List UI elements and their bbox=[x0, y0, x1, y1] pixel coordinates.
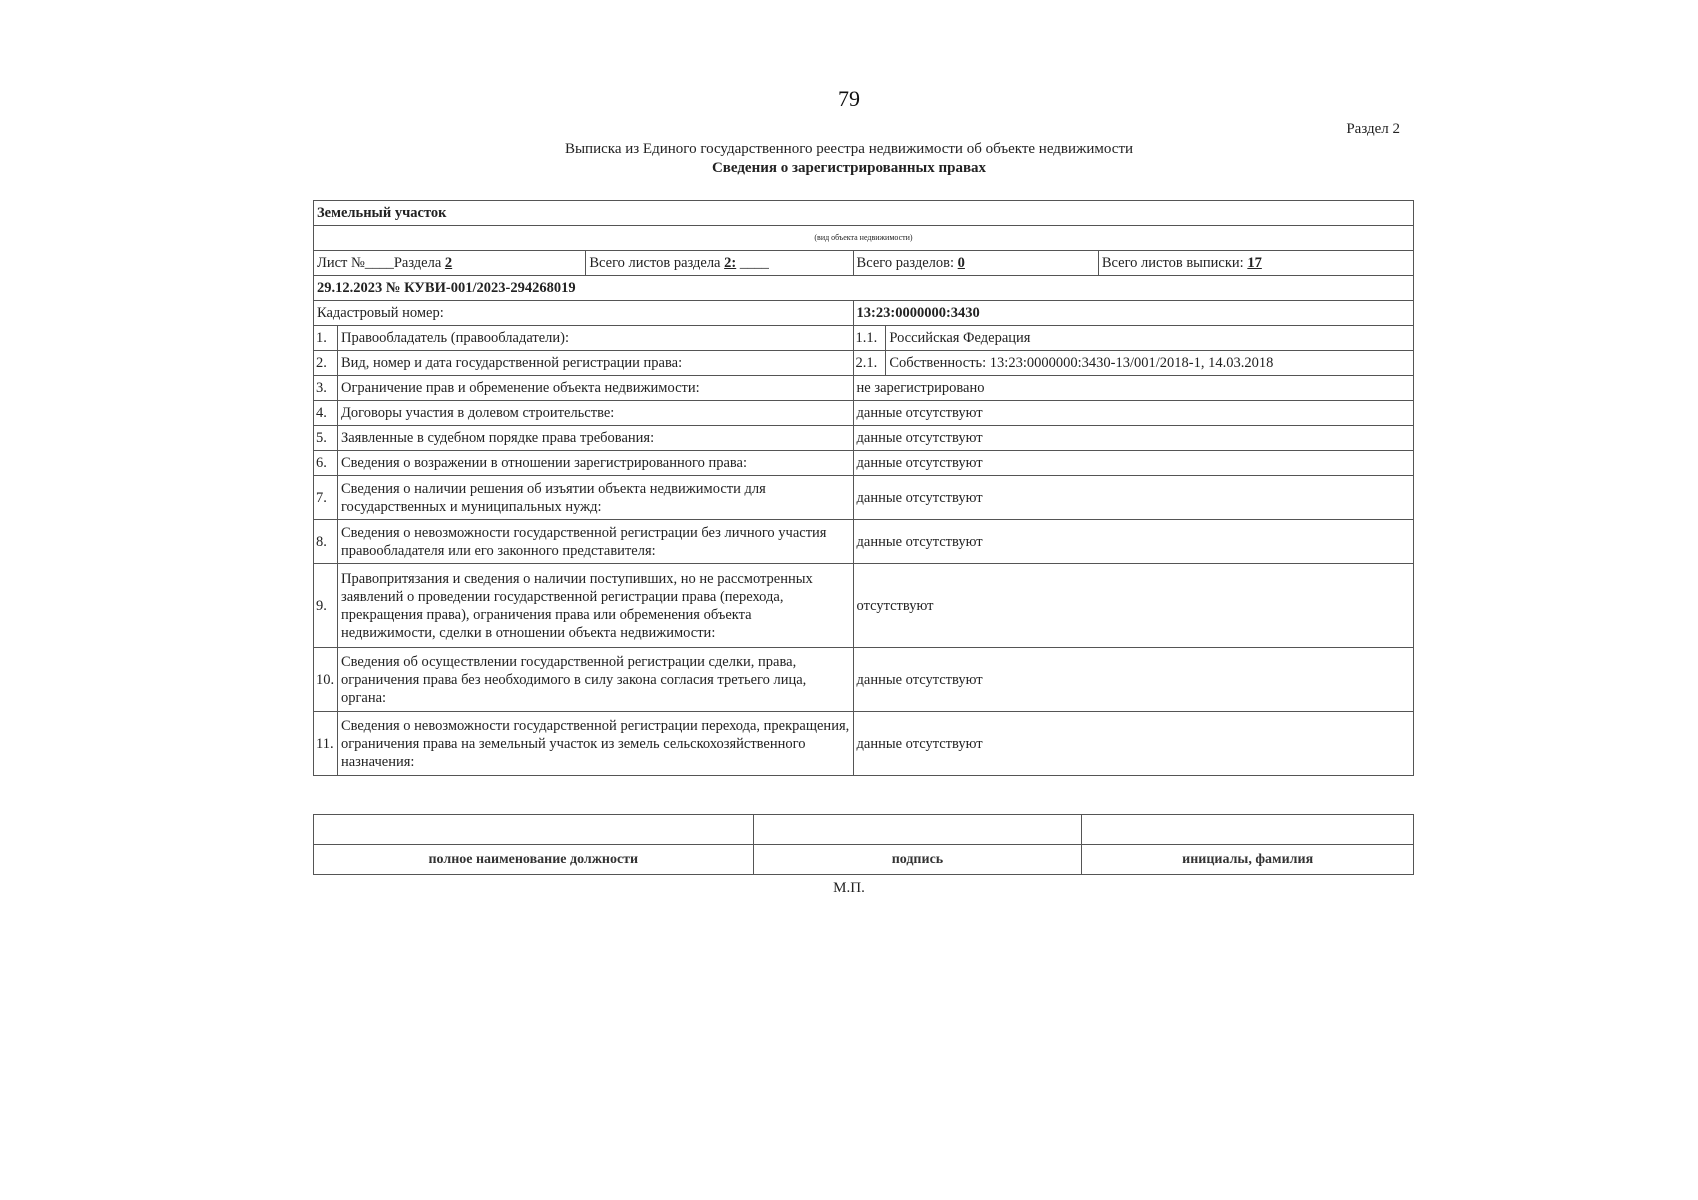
row-value: не зарегистрировано bbox=[853, 376, 1413, 401]
row-number: 9. bbox=[314, 564, 338, 648]
row-label: Сведения об осуществлении государственной регистрации сделки, права, ограничения права без необходимого в силу закона согласия третьего лица, органа: bbox=[337, 648, 853, 712]
row-label: Сведения о невозможности государственной регистрации перехода, прекращения, ограничения права на земельный участок из земель сельскохозяйственного назначения: bbox=[337, 712, 853, 776]
signature-caption: подпись bbox=[753, 845, 1082, 875]
table-row bbox=[314, 476, 1414, 520]
row-label: Сведения о наличии решения об изъятии объекта недвижимости для государственных и муниципальных нужд: bbox=[337, 476, 853, 520]
sheet-number-label: Лист №____Раздела bbox=[317, 255, 445, 271]
position-field bbox=[314, 815, 754, 845]
total-sheets-extract-cell bbox=[1098, 251, 1413, 276]
row-value: данные отсутствуют bbox=[853, 648, 1413, 712]
row-value: Российская Федерация bbox=[886, 326, 1414, 351]
row-value: данные отсутствуют bbox=[853, 401, 1413, 426]
table-row bbox=[314, 326, 1414, 351]
row-number: 1. bbox=[314, 326, 338, 351]
seal-place: М.П. bbox=[833, 880, 865, 896]
total-sheets-section-cell bbox=[586, 251, 853, 276]
rights-table bbox=[313, 200, 1414, 776]
row-number: 2. bbox=[314, 351, 338, 376]
page-number: 79 bbox=[838, 86, 860, 111]
row-label: Правообладатель (правообладатели): bbox=[337, 326, 853, 351]
row-label: Правопритязания и сведения о наличии поступивших, но не рассмотренных заявлений о проведении государственной регистрации права (перехода, прекращения права), ограничения права или обременения объекта недвижимости, сделки в отношении объекта недвижимости: bbox=[337, 564, 853, 648]
total-sheets-extract-value: 17 bbox=[1247, 255, 1262, 271]
cadastral-value: 13:23:0000000:3430 bbox=[853, 301, 1413, 326]
table-row bbox=[314, 426, 1414, 451]
row-value: Собственность: 13:23:0000000:3430-13/001/2018-1, 14.03.2018 bbox=[886, 351, 1414, 376]
object-type-caption: (вид объекта недвижимости) bbox=[314, 226, 1414, 251]
signature-field bbox=[753, 815, 1082, 845]
extract-date-number: 29.12.2023 № КУВИ-001/2023-294268019 bbox=[314, 276, 1414, 301]
row-value: данные отсутствуют bbox=[853, 476, 1413, 520]
cadastral-label: Кадастровый номер: bbox=[314, 301, 854, 326]
table-row bbox=[314, 564, 1414, 648]
table-row bbox=[314, 401, 1414, 426]
row-number: 3. bbox=[314, 376, 338, 401]
row-subnumber: 2.1. bbox=[853, 351, 886, 376]
name-caption: инициалы, фамилия bbox=[1082, 845, 1414, 875]
row-label: Вид, номер и дата государственной регистрации права: bbox=[337, 351, 853, 376]
row-label: Сведения о возражении в отношении зарегистрированного права: bbox=[337, 451, 853, 476]
section-label: Раздел 2 bbox=[1346, 121, 1400, 137]
table-row bbox=[314, 376, 1414, 401]
row-number: 8. bbox=[314, 520, 338, 564]
row-label: Заявленные в судебном порядке права требования: bbox=[337, 426, 853, 451]
total-sheets-section-value: 2: bbox=[724, 255, 737, 271]
row-number: 6. bbox=[314, 451, 338, 476]
sheet-number-cell bbox=[314, 251, 586, 276]
total-sheets-section-label: Всего листов раздела bbox=[589, 255, 725, 271]
total-sections-cell bbox=[853, 251, 1098, 276]
signature-table bbox=[313, 814, 1414, 875]
position-caption: полное наименование должности bbox=[314, 845, 754, 875]
title-line-2: Сведения о зарегистрированных правах bbox=[711, 160, 987, 176]
row-value: данные отсутствуют bbox=[853, 520, 1413, 564]
total-sections-label: Всего разделов: bbox=[856, 255, 958, 271]
document-title bbox=[0, 140, 1698, 178]
row-subnumber: 1.1. bbox=[853, 326, 886, 351]
row-label: Ограничение прав и обременение объекта недвижимости: bbox=[337, 376, 853, 401]
row-label: Сведения о невозможности государственной регистрации без личного участия правообладателя или его законного представителя: bbox=[337, 520, 853, 564]
row-value: данные отсутствуют bbox=[853, 451, 1413, 476]
table-row bbox=[314, 520, 1414, 564]
row-number: 10. bbox=[314, 648, 338, 712]
table-row bbox=[314, 351, 1414, 376]
row-value: данные отсутствуют bbox=[853, 426, 1413, 451]
total-sheets-section-blank: ____ bbox=[736, 255, 769, 271]
section-number: 2 bbox=[444, 255, 453, 271]
table-row bbox=[314, 451, 1414, 476]
title-line-1: Выписка из Единого государственного реестра недвижимости об объекте недвижимости bbox=[564, 141, 1134, 157]
row-value: данные отсутствуют bbox=[853, 712, 1413, 776]
total-sections-value: 0 bbox=[957, 255, 965, 271]
row-number: 11. bbox=[314, 712, 338, 776]
row-label: Договоры участия в долевом строительстве: bbox=[337, 401, 853, 426]
row-number: 4. bbox=[314, 401, 338, 426]
row-number: 5. bbox=[314, 426, 338, 451]
name-field bbox=[1082, 815, 1414, 845]
table-row bbox=[314, 712, 1414, 776]
row-number: 7. bbox=[314, 476, 338, 520]
total-sheets-extract-label: Всего листов выписки: bbox=[1101, 255, 1248, 271]
object-type: Земельный участок bbox=[314, 201, 1414, 226]
row-value: отсутствуют bbox=[853, 564, 1413, 648]
table-row bbox=[314, 648, 1414, 712]
